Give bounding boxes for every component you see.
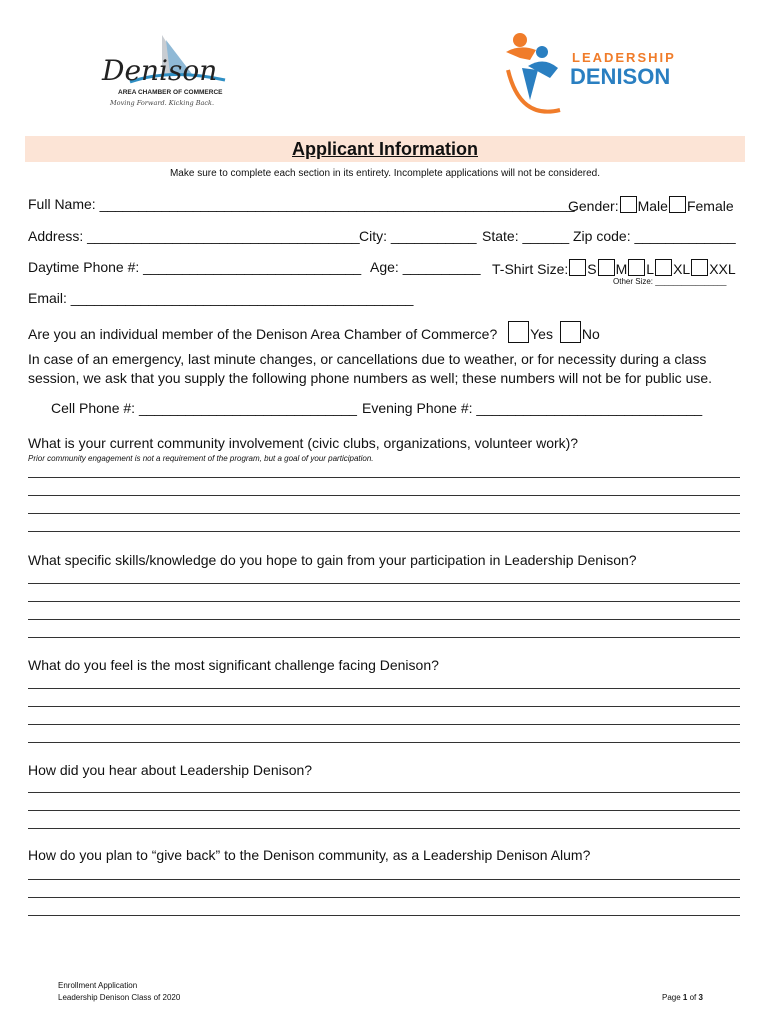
page-current: 1 (682, 993, 688, 1002)
male-label: Male (637, 198, 668, 214)
chamber-sub: AREA CHAMBER OF COMMERCE (118, 89, 223, 96)
age-label: Age: __________ (370, 259, 481, 275)
answer-line[interactable] (28, 915, 740, 916)
city-field[interactable] (359, 228, 477, 244)
size-m-label: M (615, 261, 628, 277)
member-question-label: Are you an individual member of the Denison Area Chamber of Commerce? (28, 326, 498, 342)
answer-line[interactable] (28, 688, 740, 689)
daytime-phone-field[interactable] (28, 259, 361, 275)
email-field[interactable] (28, 290, 413, 306)
member-yes-checkbox[interactable] (508, 321, 529, 343)
question-3: What do you feel is the most significant challenge facing Denison? (28, 657, 439, 673)
zip-field[interactable] (573, 228, 736, 244)
answer-line[interactable] (28, 619, 740, 620)
question-1-note: Prior community engagement is not a requirement of the program, but a goal of your participation. (28, 454, 374, 463)
member-no-checkbox[interactable] (560, 321, 581, 343)
denison-chamber-logo (100, 30, 240, 115)
member-no-label: No (581, 326, 600, 342)
state-field[interactable] (482, 228, 569, 244)
answer-line[interactable] (28, 897, 740, 898)
email-label: Email: ____________________________________________ (28, 290, 414, 306)
answer-line[interactable] (28, 828, 740, 829)
male-checkbox[interactable] (620, 196, 637, 213)
size-l-label: L (646, 261, 655, 277)
size-s-label: S (587, 261, 597, 277)
answer-line[interactable] (28, 495, 740, 496)
chamber-tagline: Moving Forward. Kicking Back. (110, 99, 215, 107)
evening-phone-label: Evening Phone #: _____________________________ (362, 400, 703, 416)
gender-group (568, 196, 734, 214)
female-label: Female (686, 198, 734, 214)
answer-line[interactable] (28, 792, 740, 793)
address-label: Address: ___________________________________ (28, 228, 360, 244)
answer-line[interactable] (28, 477, 740, 478)
zip-label: Zip code: _____________ (573, 228, 736, 244)
member-question-group (28, 321, 600, 343)
answer-line[interactable] (28, 706, 740, 707)
member-yes-label: Yes (530, 326, 553, 342)
question-1: What is your current community involvement (civic clubs, organizations, volunteer work)? (28, 435, 579, 451)
emergency-paragraph: In case of an emergency, last minute changes, or cancellations due to weather, or for necessity during a class session, we ask that you supply the following phone numbers as well; these numbers will not be for public use. (28, 351, 713, 386)
answer-line[interactable] (28, 513, 740, 514)
full-name-label: Full Name: _____________________________________________________________ (28, 196, 575, 212)
gender-label: Gender: (568, 198, 619, 214)
leadership-denison-logo (500, 30, 700, 120)
question-4: How did you hear about Leadership Denison? (28, 762, 313, 778)
other-size-label: Other Size: ________________ (613, 277, 727, 286)
age-field[interactable] (370, 259, 481, 275)
leadership-line1: LEADERSHIP (572, 50, 676, 65)
evening-phone-field[interactable] (362, 400, 702, 416)
cell-phone-field[interactable] (51, 400, 357, 416)
female-checkbox[interactable] (669, 196, 686, 213)
chamber-name: Denison (102, 54, 218, 87)
answer-line[interactable] (28, 637, 740, 638)
answer-line[interactable] (28, 742, 740, 743)
daytime-phone-label: Daytime Phone #: ____________________________ (28, 259, 362, 275)
leadership-line2: DENISON (570, 64, 671, 89)
footer-line-2: Leadership Denison Class of 2020 (58, 993, 181, 1002)
tshirt-group (492, 259, 736, 277)
size-xl-checkbox[interactable] (655, 259, 672, 276)
city-label: City: ___________ (359, 228, 477, 244)
address-field[interactable] (28, 228, 360, 244)
full-name-field[interactable] (28, 196, 575, 212)
page-title: Applicant Information (292, 139, 478, 159)
size-xxl-label: XXL (709, 261, 736, 277)
page-number (662, 993, 703, 1002)
page-of: of (689, 993, 697, 1002)
answer-line[interactable] (28, 879, 740, 880)
page-subtitle: Make sure to complete each section in its entirety. Incomplete applications will not be considered. (169, 168, 601, 179)
answer-line[interactable] (28, 724, 740, 725)
footer-line-1: Enrollment Application (58, 981, 138, 990)
size-l-checkbox[interactable] (628, 259, 645, 276)
question-5: How do you plan to “give back” to the Denison community, as a Leadership Denison Alum? (28, 847, 591, 863)
page-label: Page (662, 993, 681, 1002)
size-s-checkbox[interactable] (569, 259, 586, 276)
size-xl-label: XL (673, 261, 691, 277)
other-size-field[interactable] (613, 277, 726, 286)
state-label: State: ______ (482, 228, 570, 244)
tshirt-label: T-Shirt Size: (492, 261, 569, 277)
question-2: What specific skills/knowledge do you hope to gain from your participation in Leadership Denison? (28, 552, 637, 568)
cell-phone-label: Cell Phone #: ____________________________ (51, 400, 357, 416)
answer-line[interactable] (28, 531, 740, 532)
size-xxl-checkbox[interactable] (691, 259, 708, 276)
answer-line[interactable] (28, 583, 740, 584)
size-m-checkbox[interactable] (598, 259, 615, 276)
page-total: 3 (698, 993, 703, 1002)
answer-line[interactable] (28, 810, 740, 811)
answer-line[interactable] (28, 601, 740, 602)
